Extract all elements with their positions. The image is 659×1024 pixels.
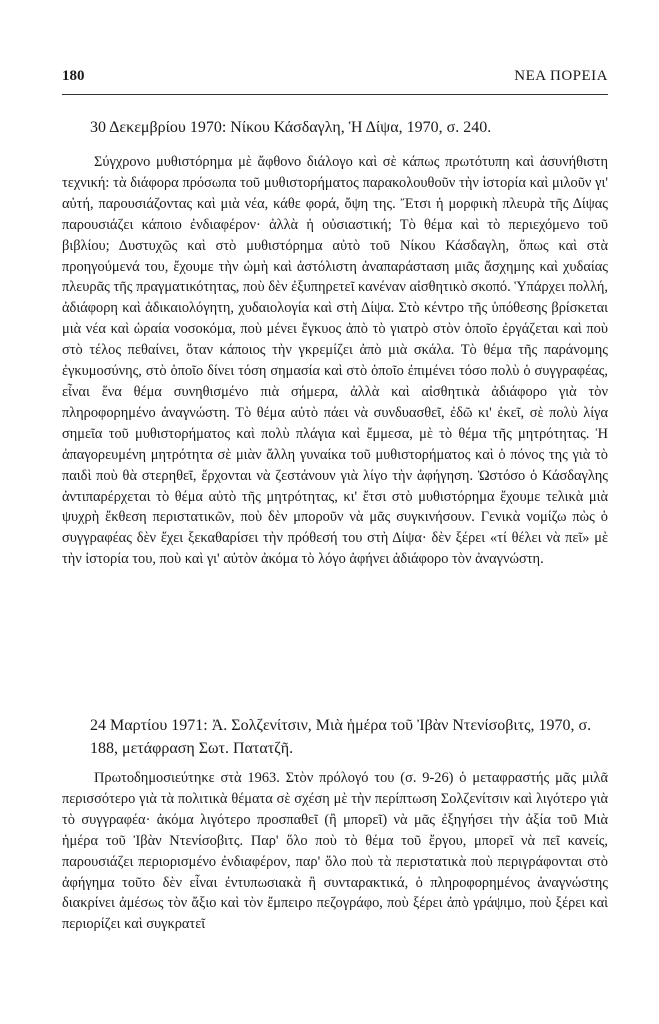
header-rule [62, 94, 608, 95]
entry-paragraph: Πρωτοδημοσιεύτηκε στὰ 1963. Στὸν πρόλογό του (σ. 9-26) ὁ μεταφραστής μᾶς μιλᾶ περισσότερο γιὰ τὰ πολιτικὰ θέματα σὲ σχέση μὲ τὴν περίπτωση Σολζενίτσιν καὶ λιγότερο γιὰ τὸ συγγραφέα· ἀκόμα λιγότερο προσπαθεῖ (ἢ μπορεῖ) νὰ μᾶς ἐξηγήσει τὴν ἀξία τοῦ Μιὰ ἡμέρα τοῦ Ἰβὰν Ντενίσοβιτς. Παρ' ὅλο ποὺ τὸ θέμα τοῦ ἔργου, μπορεῖ νὰ πεῖ κανείς, παρουσιάζει περιορισμένο ἐνδιαφέρον, παρ' ὅλο ποὺ τὰ περιστατικὰ ποὺ περιγράφονται στὸ ἀφήγημα τοῦτο δὲν εἶναι ἐντυπωσιακὰ ἢ συνταρακτικά, ὁ πληροφορημένος ἀναγνώστης διακρίνει ἀμέσως τὸν ἄξιο καὶ τὸν ἔμπειρο πεζογράφο, ποὺ ξέρει ἀπὸ γράψιμο, ποὺ ξέρει καὶ περιορίζει καὶ συγκρατεῖ [62, 770, 608, 933]
entry-body [62, 768, 608, 935]
entry-body [62, 152, 608, 570]
journal-title: ΝΕΑ ΠΟΡΕΙΑ [514, 68, 608, 84]
entry-heading: 24 Μαρτίου 1971: Ἀ. Σολζενίτσιν, Μιὰ ἡμέρα τοῦ Ἰβὰν Ντενίσοβιτς, 1970, σ. 188, μετάφραση Σωτ. Πατατζῆ. [90, 717, 592, 757]
entry-paragraph: Σύγχρονο μυθιστόρημα μὲ ἄφθονο διάλογο καὶ σὲ κάπως πρωτότυπη καὶ ἀσυνήθιστη τεχνική: τὰ διάφορα πρόσωπα τοῦ μυθιστορήματος παρακολουθοῦν τὴν ἱστορία καὶ μιλοῦν γι' αὐτή, παρουσιάζοντας καὶ μιὰ νέα, κάθε φορά, ὄψη της. Ἔτσι ἡ μορφικὴ πλευρὰ τῆς Δίψας παρουσιάζει κάποιο ἐνδιαφέρον· ἀλλὰ ἡ οὐσιαστική; Τὸ θέμα καὶ τὸ περιεχόμενο τοῦ βιβλίου; Δυστυχῶς καὶ στὸ μυθιστόρημα αὐτὸ τοῦ Νίκου Κάσδαγλη, ὅπως καὶ στὰ προηγούμενά του, ἔχουμε τὴν ὠμὴ καὶ ἀστόλιστη ἀναπαράσταση μιᾶς ἄσχημης καὶ χυδαίας πλευρᾶς τῆς πραγματικότητας, ποὺ δὲν ἐξυπηρετεῖ κανέναν αἰσθητικὸ σκοπό. Ὑπάρχει πολλή, ἀδιάφορη καὶ ἀδικαιολόγητη, χυδαιολογία καὶ στὴ Δίψα. Στὸ κέντρο τῆς ὑπόθεσης βρίσκεται μιὰ νέα καὶ ὡραία νοσοκόμα, ποὺ μένει ἔγκυος ἀπὸ τὸ γιατρὸ στὸν ὁποῖο ἐργάζεται καὶ ποὺ στὸ τέλος πεθαίνει, ὅταν κάποιος τὴν γκρεμίζει ἀπὸ μιὰ σκάλα. Τὸ θέμα τῆς παράνομης ἐγκυμοσύνης, στὸ ὁποῖο δίνει τόση σημασία καὶ στὸ ὁποῖο ἐπιμένει τόσο πολὺ ὁ συγγραφέας, εἶναι ἕνα θέμα συνηθισμένο πιὰ σήμερα, ἀλλὰ καὶ αἰσθητικὰ ἀδιάφορο γιὰ τὸν πληροφορημένο ἀναγνώστη. Τὸ θέμα αὐτὸ πάει νὰ συνδυασθεῖ, ἐδῶ κι' ἐκεῖ, σὲ πολὺ λίγα σημεῖα τοῦ μυθιστορήματος καὶ πολὺ πλάγια καὶ ἔμμεσα, μὲ τὸ θέμα τῆς μητρότητας. Ἡ ἀπαγορευμένη μητρότητα σὲ μιὰν ἄλλη γυναίκα τοῦ μυθιστορήματος καὶ ὁ πόνος της γιὰ τὸ παιδὶ ποὺ θὰ στερηθεῖ, ἔρχονται νὰ ζεστάνουν γιὰ λίγο τὴν ἀφήγηση. Ὡστόσο ὁ Κάσδαγλης ἀντιπαρέρχεται τὸ θέμα αὐτὸ τῆς μητρότητας, κι' ἔτσι στὸ μυθιστόρημα ἔχουμε τελικὰ μιὰ ψυχρὴ ἔκθεση περιστατικῶν, ποὺ δὲν μποροῦν νὰ μᾶς συγκινήσουν. Γενικὰ νομίζω πὼς ὁ συγγραφέας δὲν ἔχει ξεκαθαρίσει τὴν πρόθεσή του στὴ Δίψα· δὲν ξέρει «τί θέλει νὰ πεῖ» μὲ τὴν ἱστορία του, ποὺ καὶ γι' αὐτὸν ἀκόμα τὸ λόγο ἀφήνει ἀδιάφορο τὸν ἀναγνώστη. [62, 154, 608, 568]
page-number: 180 [62, 68, 85, 84]
entry-heading: 30 Δεκεμβρίου 1970: Νίκου Κάσδαγλη, Ἡ Δίψα, 1970, σ. 240. [90, 119, 492, 136]
